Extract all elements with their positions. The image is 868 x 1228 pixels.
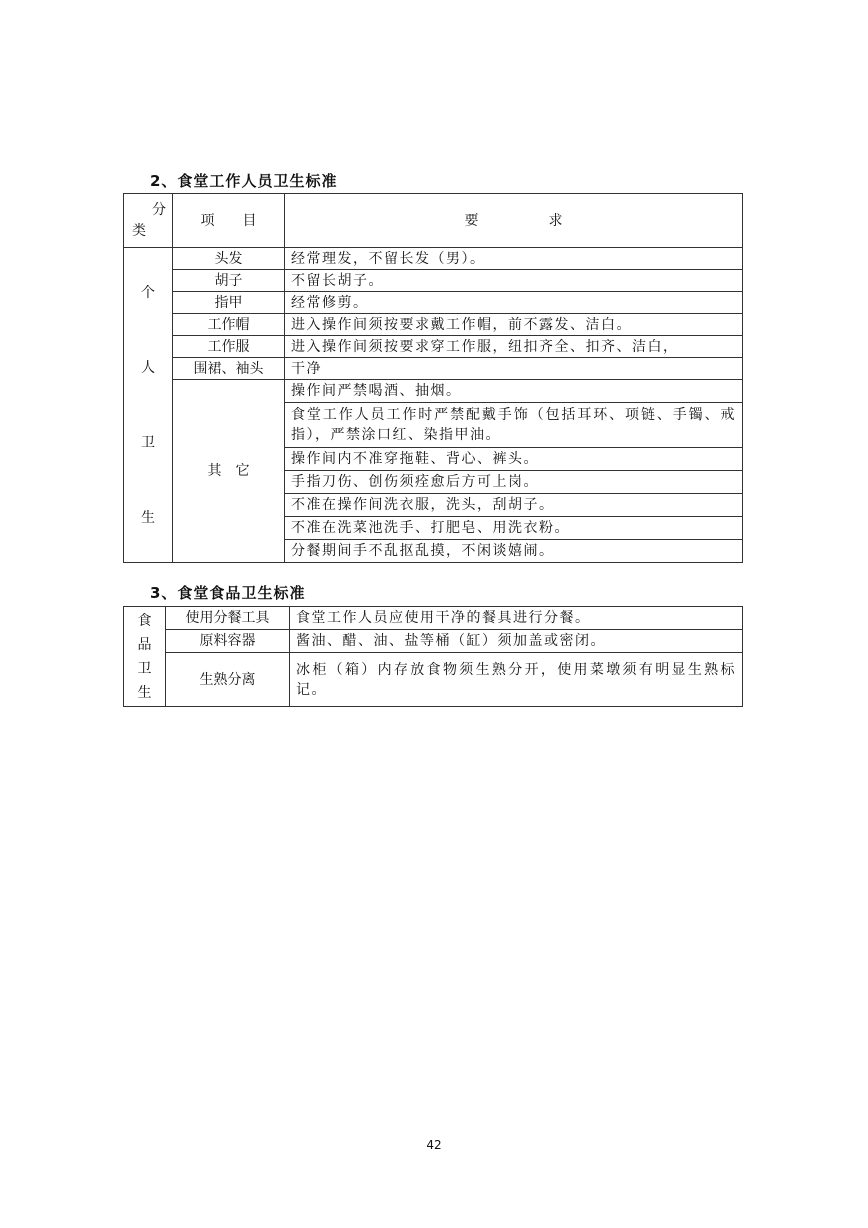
item-cell: 指甲 bbox=[173, 292, 285, 314]
requirement-cell: 不准在操作间洗衣服，洗头，刮胡子。 bbox=[285, 494, 743, 517]
category-personal-hygiene bbox=[124, 248, 173, 563]
category-char: 生 bbox=[137, 684, 152, 701]
requirement-cell: 食堂工作人员工作时严禁配戴手饰（包括耳环、项链、手镯、戒指），严禁涂口红、染指甲油。 bbox=[285, 403, 743, 448]
requirement-cell: 进入操作间须按要求穿工作服，纽扣齐全、扣齐、洁白， bbox=[285, 336, 743, 358]
requirement-cell: 冰柜（箱）内存放食物须生熟分开，使用菜墩须有明显生熟标记。 bbox=[290, 653, 743, 707]
header-item: 项 目 bbox=[173, 194, 285, 248]
category-char: 食 bbox=[137, 612, 152, 629]
category-char: 卫 bbox=[141, 434, 155, 451]
item-cell: 原料容器 bbox=[166, 630, 290, 653]
requirement-cell: 操作间内不准穿拖鞋、背心、裤头。 bbox=[285, 448, 743, 471]
header-category-char-1: 分 bbox=[152, 202, 166, 218]
requirement-cell: 不准在洗菜池洗手、打肥皂、用洗衣粉。 bbox=[285, 517, 743, 540]
requirement-cell: 经常理发，不留长发（男）。 bbox=[285, 248, 743, 270]
requirement-cell: 操作间严禁喝酒、抽烟。 bbox=[285, 380, 743, 403]
category-char: 个 bbox=[141, 284, 155, 301]
requirement-cell: 进入操作间须按要求戴工作帽，前不露发、洁白。 bbox=[285, 314, 743, 336]
requirement-cell: 分餐期间手不乱抠乱摸，不闲谈嬉闹。 bbox=[285, 540, 743, 563]
requirement-cell: 酱油、醋、油、盐等桶（缸）须加盖或密闭。 bbox=[290, 630, 743, 653]
category-food-hygiene bbox=[124, 607, 166, 707]
item-cell: 生熟分离 bbox=[166, 653, 290, 707]
category-char: 品 bbox=[137, 636, 152, 653]
requirement-cell: 食堂工作人员应使用干净的餐具进行分餐。 bbox=[290, 607, 743, 630]
food-hygiene-table bbox=[123, 606, 743, 707]
category-char: 人 bbox=[141, 359, 155, 376]
requirement-cell: 不留长胡子。 bbox=[285, 270, 743, 292]
item-cell: 围裙、袖头 bbox=[173, 358, 285, 380]
category-char: 生 bbox=[141, 509, 155, 526]
item-cell: 头发 bbox=[173, 248, 285, 270]
header-category-char-2: 类 bbox=[132, 223, 146, 239]
header-requirement: 要 求 bbox=[285, 194, 743, 248]
category-char: 卫 bbox=[137, 660, 152, 677]
item-cell: 工作服 bbox=[173, 336, 285, 358]
item-cell: 工作帽 bbox=[173, 314, 285, 336]
requirement-cell: 干净 bbox=[285, 358, 743, 380]
header-category bbox=[124, 194, 173, 248]
requirement-cell: 手指刀伤、创伤须痊愈后方可上岗。 bbox=[285, 471, 743, 494]
item-cell-other: 其 它 bbox=[173, 380, 285, 563]
section3-title: 3、食堂食品卫生标准 bbox=[150, 584, 306, 602]
staff-hygiene-table bbox=[123, 193, 743, 563]
page-number: 42 bbox=[426, 1138, 442, 1152]
requirement-cell: 经常修剪。 bbox=[285, 292, 743, 314]
item-cell: 使用分餐工具 bbox=[166, 607, 290, 630]
section2-title: 2、食堂工作人员卫生标准 bbox=[150, 172, 338, 190]
item-cell: 胡子 bbox=[173, 270, 285, 292]
